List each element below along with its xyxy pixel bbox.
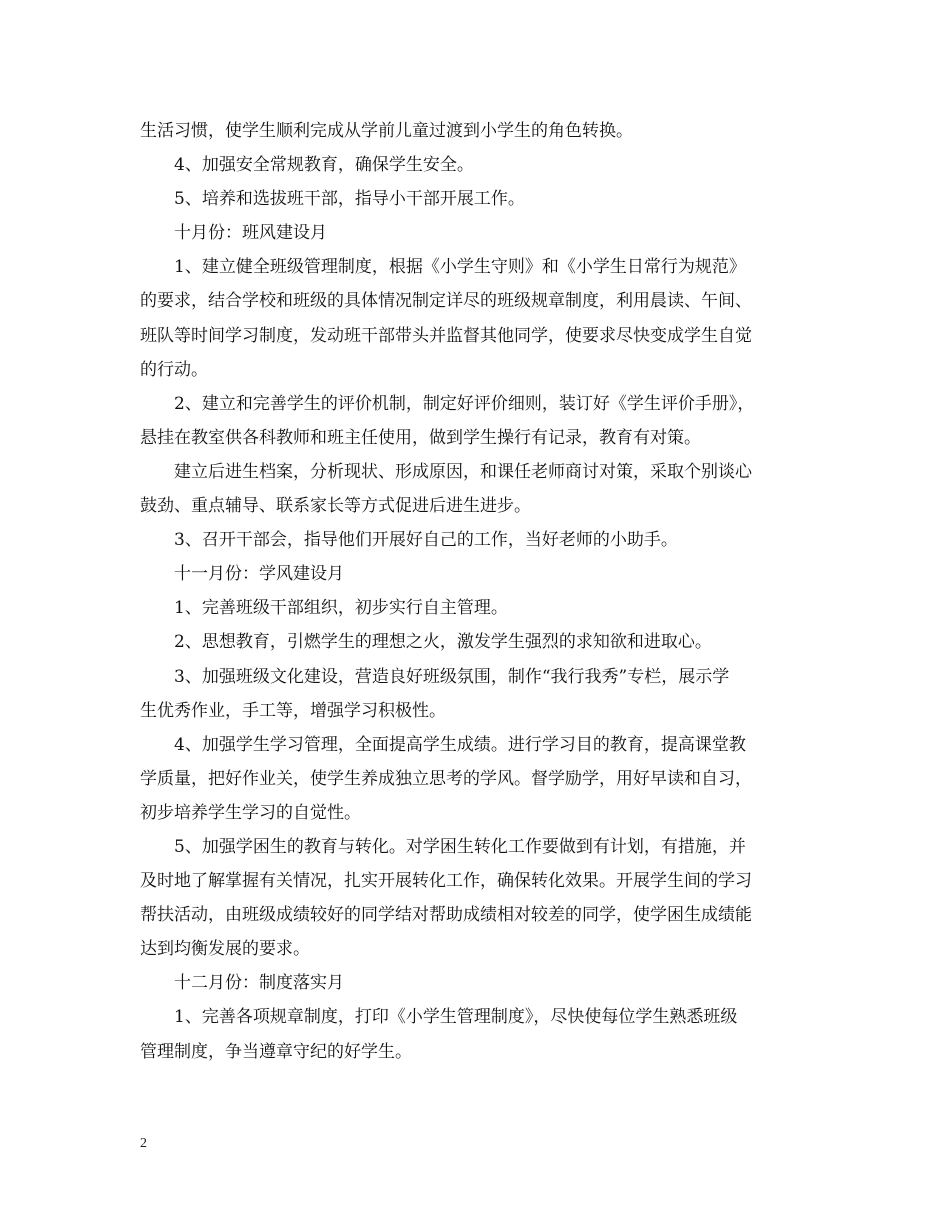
text-line: 管理制度，争当遵章守纪的好学生。: [140, 1041, 412, 1062]
text-line: 3、加强班级文化建设，营造良好班级氛围，制作“我行我秀”专栏，展示学: [174, 666, 730, 687]
text-line: 鼓劲、重点辅导、联系家长等方式促进后进生进步。: [140, 496, 531, 517]
text-line: 建立后进生档案，分析现状、形成原因，和课任老师商讨对策，采取个别谈心: [174, 461, 752, 482]
text-line: 帮扶活动，由班级成绩较好的同学结对帮助成绩相对较差的同学，使学困生成绩能: [140, 905, 752, 926]
text-line: 2、思想教育，引燃学生的理想之火，激发学生强烈的求知欲和进取心。: [174, 632, 712, 653]
text-line: 4、加强学生学习管理，全面提高学生成绩。进行学习目的教育，提高课堂教: [174, 734, 746, 755]
text-line: 悬挂在教室供各科教师和班主任使用，做到学生操行有记录，教育有对策。: [140, 427, 701, 448]
document-body: [140, 114, 816, 1069]
text-line: 生优秀作业，手工等，增强学习积极性。: [140, 700, 446, 721]
text-line: 初步培养学生学习的自觉性。: [140, 802, 361, 823]
text-line: 的行动。: [140, 359, 208, 380]
section-heading: 十一月份：学风建设月: [174, 564, 344, 585]
page-number: 2: [140, 1136, 147, 1151]
text-line: 及时地了解掌握有关情况，扎实开展转化工作，确保转化效果。开展学生间的学习: [140, 871, 752, 892]
text-line: 生活习惯，使学生顺利完成从学前儿童过渡到小学生的角色转换。: [140, 121, 633, 141]
text-line: 4、加强安全常规教育，确保学生安全。: [174, 155, 474, 176]
section-heading: 十二月份：制度落实月: [174, 973, 344, 994]
text-line: 3、召开干部会，指导他们开展好自己的工作，当好老师的小助手。: [174, 530, 678, 551]
text-line: 5、加强学困生的教育与转化。对学困生转化工作要做到有计划，有措施，并: [174, 836, 746, 857]
text-line: 班队等时间学习制度，发动班干部带头并监督其他同学，使要求尽快变成学生自觉: [140, 325, 752, 346]
text-line: 1、完善各项规章制度，打印《小学生管理制度》，尽快使每位学生熟悉班级: [174, 1007, 738, 1028]
section-heading: 十月份：班风建设月: [174, 223, 327, 244]
text-line: 1、建立健全班级管理制度，根据《小学生守则》和《小学生日常行为规范》: [174, 257, 746, 278]
text-line: 2、建立和完善学生的评价机制，制定好评价细则，装订好《学生评价手册》，: [174, 393, 755, 414]
text-line: 学质量，把好作业关，使学生养成独立思考的学风。督学励学，用好早读和自习，: [140, 768, 752, 789]
text-line: 1、完善班级干部组织，初步实行自主管理。: [174, 598, 508, 619]
text-line: 达到均衡发展的要求。: [140, 939, 310, 960]
text-line: 的要求，结合学校和班级的具体情况制定详尽的班级规章制度，利用晨读、午间、: [140, 291, 752, 312]
text-line: 5、培养和选拔班干部，指导小干部开展工作。: [174, 189, 525, 210]
